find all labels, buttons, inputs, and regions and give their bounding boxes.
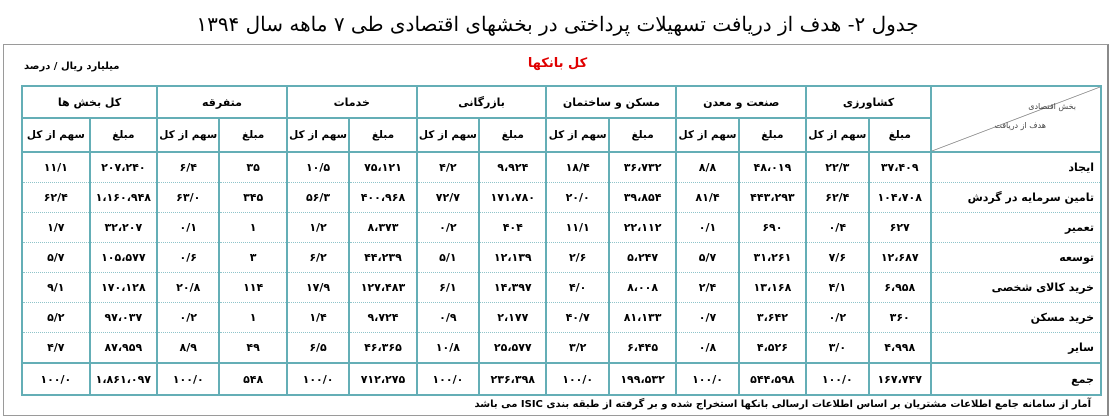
amount-cell: ۱ xyxy=(219,213,286,243)
share-header: سهم از کل xyxy=(676,118,738,152)
amount-cell: ۱۱۴ xyxy=(219,273,286,303)
amount-cell: ۱۷۰،۱۲۸ xyxy=(90,273,157,303)
share-cell: ۱۰/۵ xyxy=(287,152,349,183)
share-cell: ۰/۱ xyxy=(157,213,219,243)
unit-label: میلیارد ریال / درصد xyxy=(24,61,120,72)
share-cell: ۰/۲ xyxy=(157,303,219,333)
share-cell: ۰/۷ xyxy=(676,303,738,333)
amount-cell: ۱۹۹،۵۳۲ xyxy=(609,363,676,395)
share-cell: ۲۰/۰ xyxy=(546,183,608,213)
amount-header: مبلغ xyxy=(869,118,931,152)
amount-cell: ۱۴،۳۹۷ xyxy=(479,273,546,303)
row-label: سایر xyxy=(931,333,1101,364)
amount-header: مبلغ xyxy=(349,118,416,152)
amount-cell: ۱۲،۱۳۹ xyxy=(479,243,546,273)
share-cell: ۷۲/۷ xyxy=(417,183,479,213)
amount-cell: ۵۴۴،۵۹۸ xyxy=(739,363,806,395)
amount-cell: ۱ xyxy=(219,303,286,333)
share-cell: ۰/۱ xyxy=(676,213,738,243)
data-table xyxy=(21,85,1102,396)
sector-header-row xyxy=(22,86,1101,118)
share-cell: ۴۰/۷ xyxy=(546,303,608,333)
share-cell: ۰/۴ xyxy=(806,213,868,243)
sector-header: خدمات xyxy=(287,86,417,118)
table-row xyxy=(22,183,1101,213)
share-cell: ۵/۲ xyxy=(22,303,90,333)
corner-header xyxy=(931,86,1101,152)
amount-cell: ۶۹۰ xyxy=(739,213,806,243)
amount-header: مبلغ xyxy=(609,118,676,152)
amount-cell: ۱۳،۱۶۸ xyxy=(739,273,806,303)
share-header: سهم از کل xyxy=(806,118,868,152)
amount-header: مبلغ xyxy=(90,118,157,152)
amount-cell: ۸۱،۱۳۳ xyxy=(609,303,676,333)
share-header: سهم از کل xyxy=(417,118,479,152)
share-cell: ۱۱/۱ xyxy=(546,213,608,243)
share-header: سهم از کل xyxy=(546,118,608,152)
share-cell: ۱۷/۹ xyxy=(287,273,349,303)
share-cell: ۱/۷ xyxy=(22,213,90,243)
share-cell: ۳/۲ xyxy=(546,333,608,364)
amount-cell: ۶،۴۴۵ xyxy=(609,333,676,364)
amount-cell: ۶۲۷ xyxy=(869,213,931,243)
share-cell: ۱۸/۴ xyxy=(546,152,608,183)
table-row xyxy=(22,152,1101,183)
sector-header: کشاورزی xyxy=(806,86,931,118)
share-cell: ۵/۱ xyxy=(417,243,479,273)
amount-cell: ۹۷،۰۳۷ xyxy=(90,303,157,333)
share-cell: ۴/۷ xyxy=(22,333,90,364)
total-row xyxy=(22,363,1101,395)
amount-cell: ۴،۵۲۶ xyxy=(739,333,806,364)
share-cell: ۰/۶ xyxy=(157,243,219,273)
share-cell: ۴/۰ xyxy=(546,273,608,303)
amount-cell: ۱۲،۶۸۷ xyxy=(869,243,931,273)
amount-cell: ۴۸،۰۱۹ xyxy=(739,152,806,183)
sector-header: صنعت و معدن xyxy=(676,86,806,118)
row-label: تامین سرمایه در گردش xyxy=(931,183,1101,213)
amount-cell: ۳۷،۴۰۹ xyxy=(869,152,931,183)
share-cell: ۶۲/۴ xyxy=(806,183,868,213)
amount-header: مبلغ xyxy=(219,118,286,152)
amount-cell: ۴۰۴ xyxy=(479,213,546,243)
corner-bottom-label: هدف از دریافت xyxy=(994,121,1046,130)
share-cell: ۰/۸ xyxy=(676,333,738,364)
share-cell: ۲/۴ xyxy=(676,273,738,303)
amount-cell: ۴۹ xyxy=(219,333,286,364)
amount-cell: ۳ xyxy=(219,243,286,273)
amount-cell: ۵۴۸ xyxy=(219,363,286,395)
share-cell: ۰/۹ xyxy=(417,303,479,333)
sector-header: بازرگانی xyxy=(417,86,547,118)
share-cell: ۱۰۰/۰ xyxy=(22,363,90,395)
amount-cell: ۱۲۷،۴۸۳ xyxy=(349,273,416,303)
amount-cell: ۵،۲۴۷ xyxy=(609,243,676,273)
row-label: خرید کالای شخصی xyxy=(931,273,1101,303)
amount-cell: ۱،۱۶۰،۹۴۸ xyxy=(90,183,157,213)
amount-cell: ۹،۹۲۴ xyxy=(479,152,546,183)
share-cell: ۶/۴ xyxy=(157,152,219,183)
amount-cell: ۳۵ xyxy=(219,152,286,183)
share-cell: ۵/۷ xyxy=(676,243,738,273)
amount-cell: ۲،۱۷۷ xyxy=(479,303,546,333)
footnote: آمار از سامانه جامع اطلاعات مشتریان بر اساس اطلاعات ارسالی بانکها استخراج شده و بر گرفته از طبقه بندی ISIC می باشد xyxy=(474,399,1091,410)
amount-cell: ۲۵،۵۷۷ xyxy=(479,333,546,364)
amount-cell: ۷۵،۱۲۱ xyxy=(349,152,416,183)
sector-header: مسکن و ساختمان xyxy=(546,86,676,118)
share-cell: ۱۰/۸ xyxy=(417,333,479,364)
share-cell: ۲۲/۳ xyxy=(806,152,868,183)
share-header: سهم از کل xyxy=(287,118,349,152)
amount-cell: ۱۷۱،۷۸۰ xyxy=(479,183,546,213)
share-cell: ۱/۴ xyxy=(287,303,349,333)
corner-top-label: بخش اقتصادی xyxy=(1028,102,1076,111)
amount-cell: ۱۰۴،۷۰۸ xyxy=(869,183,931,213)
amount-cell: ۷۱۲،۲۷۵ xyxy=(349,363,416,395)
share-header: سهم از کل xyxy=(22,118,90,152)
amount-cell: ۴۴۳،۲۹۳ xyxy=(739,183,806,213)
share-cell: ۲/۶ xyxy=(546,243,608,273)
amount-cell: ۴۰۰،۹۶۸ xyxy=(349,183,416,213)
table-row xyxy=(22,303,1101,333)
amount-cell: ۱۶۷،۷۴۷ xyxy=(869,363,931,395)
row-label: ایجاد xyxy=(931,152,1101,183)
amount-cell: ۹،۷۲۴ xyxy=(349,303,416,333)
share-cell: ۵۶/۳ xyxy=(287,183,349,213)
amount-cell: ۸،۳۷۳ xyxy=(349,213,416,243)
amount-header: مبلغ xyxy=(739,118,806,152)
share-cell: ۶۳/۰ xyxy=(157,183,219,213)
share-cell: ۱۰۰/۰ xyxy=(417,363,479,395)
share-cell: ۸/۸ xyxy=(676,152,738,183)
share-cell: ۱۰۰/۰ xyxy=(806,363,868,395)
share-cell: ۲۰/۸ xyxy=(157,273,219,303)
row-label: خرید مسکن xyxy=(931,303,1101,333)
amount-cell: ۳۶۰ xyxy=(869,303,931,333)
amount-cell: ۳۹،۸۵۴ xyxy=(609,183,676,213)
amount-cell: ۸،۰۰۸ xyxy=(609,273,676,303)
page-title: جدول ۲- هدف از دریافت تسهیلات پرداختی در بخشهای اقتصادی طی ۷ ماهه سال ۱۳۹۴ xyxy=(196,12,919,36)
table-row xyxy=(22,243,1101,273)
share-cell: ۱۰۰/۰ xyxy=(546,363,608,395)
share-cell: ۴/۱ xyxy=(806,273,868,303)
amount-cell: ۲۰۷،۲۴۰ xyxy=(90,152,157,183)
amount-cell: ۴،۹۹۸ xyxy=(869,333,931,364)
row-label: تعمیر xyxy=(931,213,1101,243)
amount-cell: ۳،۶۴۲ xyxy=(739,303,806,333)
share-cell: ۶/۱ xyxy=(417,273,479,303)
amount-cell: ۱،۸۶۱،۰۹۷ xyxy=(90,363,157,395)
table-body xyxy=(22,152,1101,395)
share-cell: ۴/۲ xyxy=(417,152,479,183)
amount-cell: ۴۴،۲۳۹ xyxy=(349,243,416,273)
share-cell: ۳/۰ xyxy=(806,333,868,364)
share-cell: ۸/۹ xyxy=(157,333,219,364)
share-cell: ۱۰۰/۰ xyxy=(157,363,219,395)
amount-cell: ۱۰۵،۵۷۷ xyxy=(90,243,157,273)
share-cell: ۱/۲ xyxy=(287,213,349,243)
amount-cell: ۲۳۶،۳۹۸ xyxy=(479,363,546,395)
amount-cell: ۴۶،۳۶۵ xyxy=(349,333,416,364)
share-header: سهم از کل xyxy=(157,118,219,152)
amount-cell: ۸۷،۹۵۹ xyxy=(90,333,157,364)
share-cell: ۹/۱ xyxy=(22,273,90,303)
sector-header: متفرقه xyxy=(157,86,287,118)
table-row xyxy=(22,213,1101,243)
amount-cell: ۲۲،۱۱۲ xyxy=(609,213,676,243)
share-cell: ۱۰۰/۰ xyxy=(287,363,349,395)
share-cell: ۵/۷ xyxy=(22,243,90,273)
share-cell: ۶/۲ xyxy=(287,243,349,273)
amount-cell: ۳۲،۲۰۷ xyxy=(90,213,157,243)
share-cell: ۱۰۰/۰ xyxy=(676,363,738,395)
share-cell: ۰/۲ xyxy=(417,213,479,243)
bank-label: کل بانکها xyxy=(527,56,588,71)
share-cell: ۸۱/۴ xyxy=(676,183,738,213)
table-row xyxy=(22,273,1101,303)
amount-cell: ۳۱،۲۶۱ xyxy=(739,243,806,273)
amount-cell: ۶،۹۵۸ xyxy=(869,273,931,303)
amount-cell: ۳۶،۷۳۲ xyxy=(609,152,676,183)
diagonal-line xyxy=(932,87,1100,151)
amount-cell: ۳۴۵ xyxy=(219,183,286,213)
table-row xyxy=(22,333,1101,364)
row-label: جمع xyxy=(931,363,1101,395)
amount-header: مبلغ xyxy=(479,118,546,152)
share-cell: ۶۲/۴ xyxy=(22,183,90,213)
share-cell: ۰/۲ xyxy=(806,303,868,333)
share-cell: ۷/۶ xyxy=(806,243,868,273)
sector-header: کل بخش ها xyxy=(22,86,157,118)
row-label: توسعه xyxy=(931,243,1101,273)
share-cell: ۶/۵ xyxy=(287,333,349,364)
share-cell: ۱۱/۱ xyxy=(22,152,90,183)
